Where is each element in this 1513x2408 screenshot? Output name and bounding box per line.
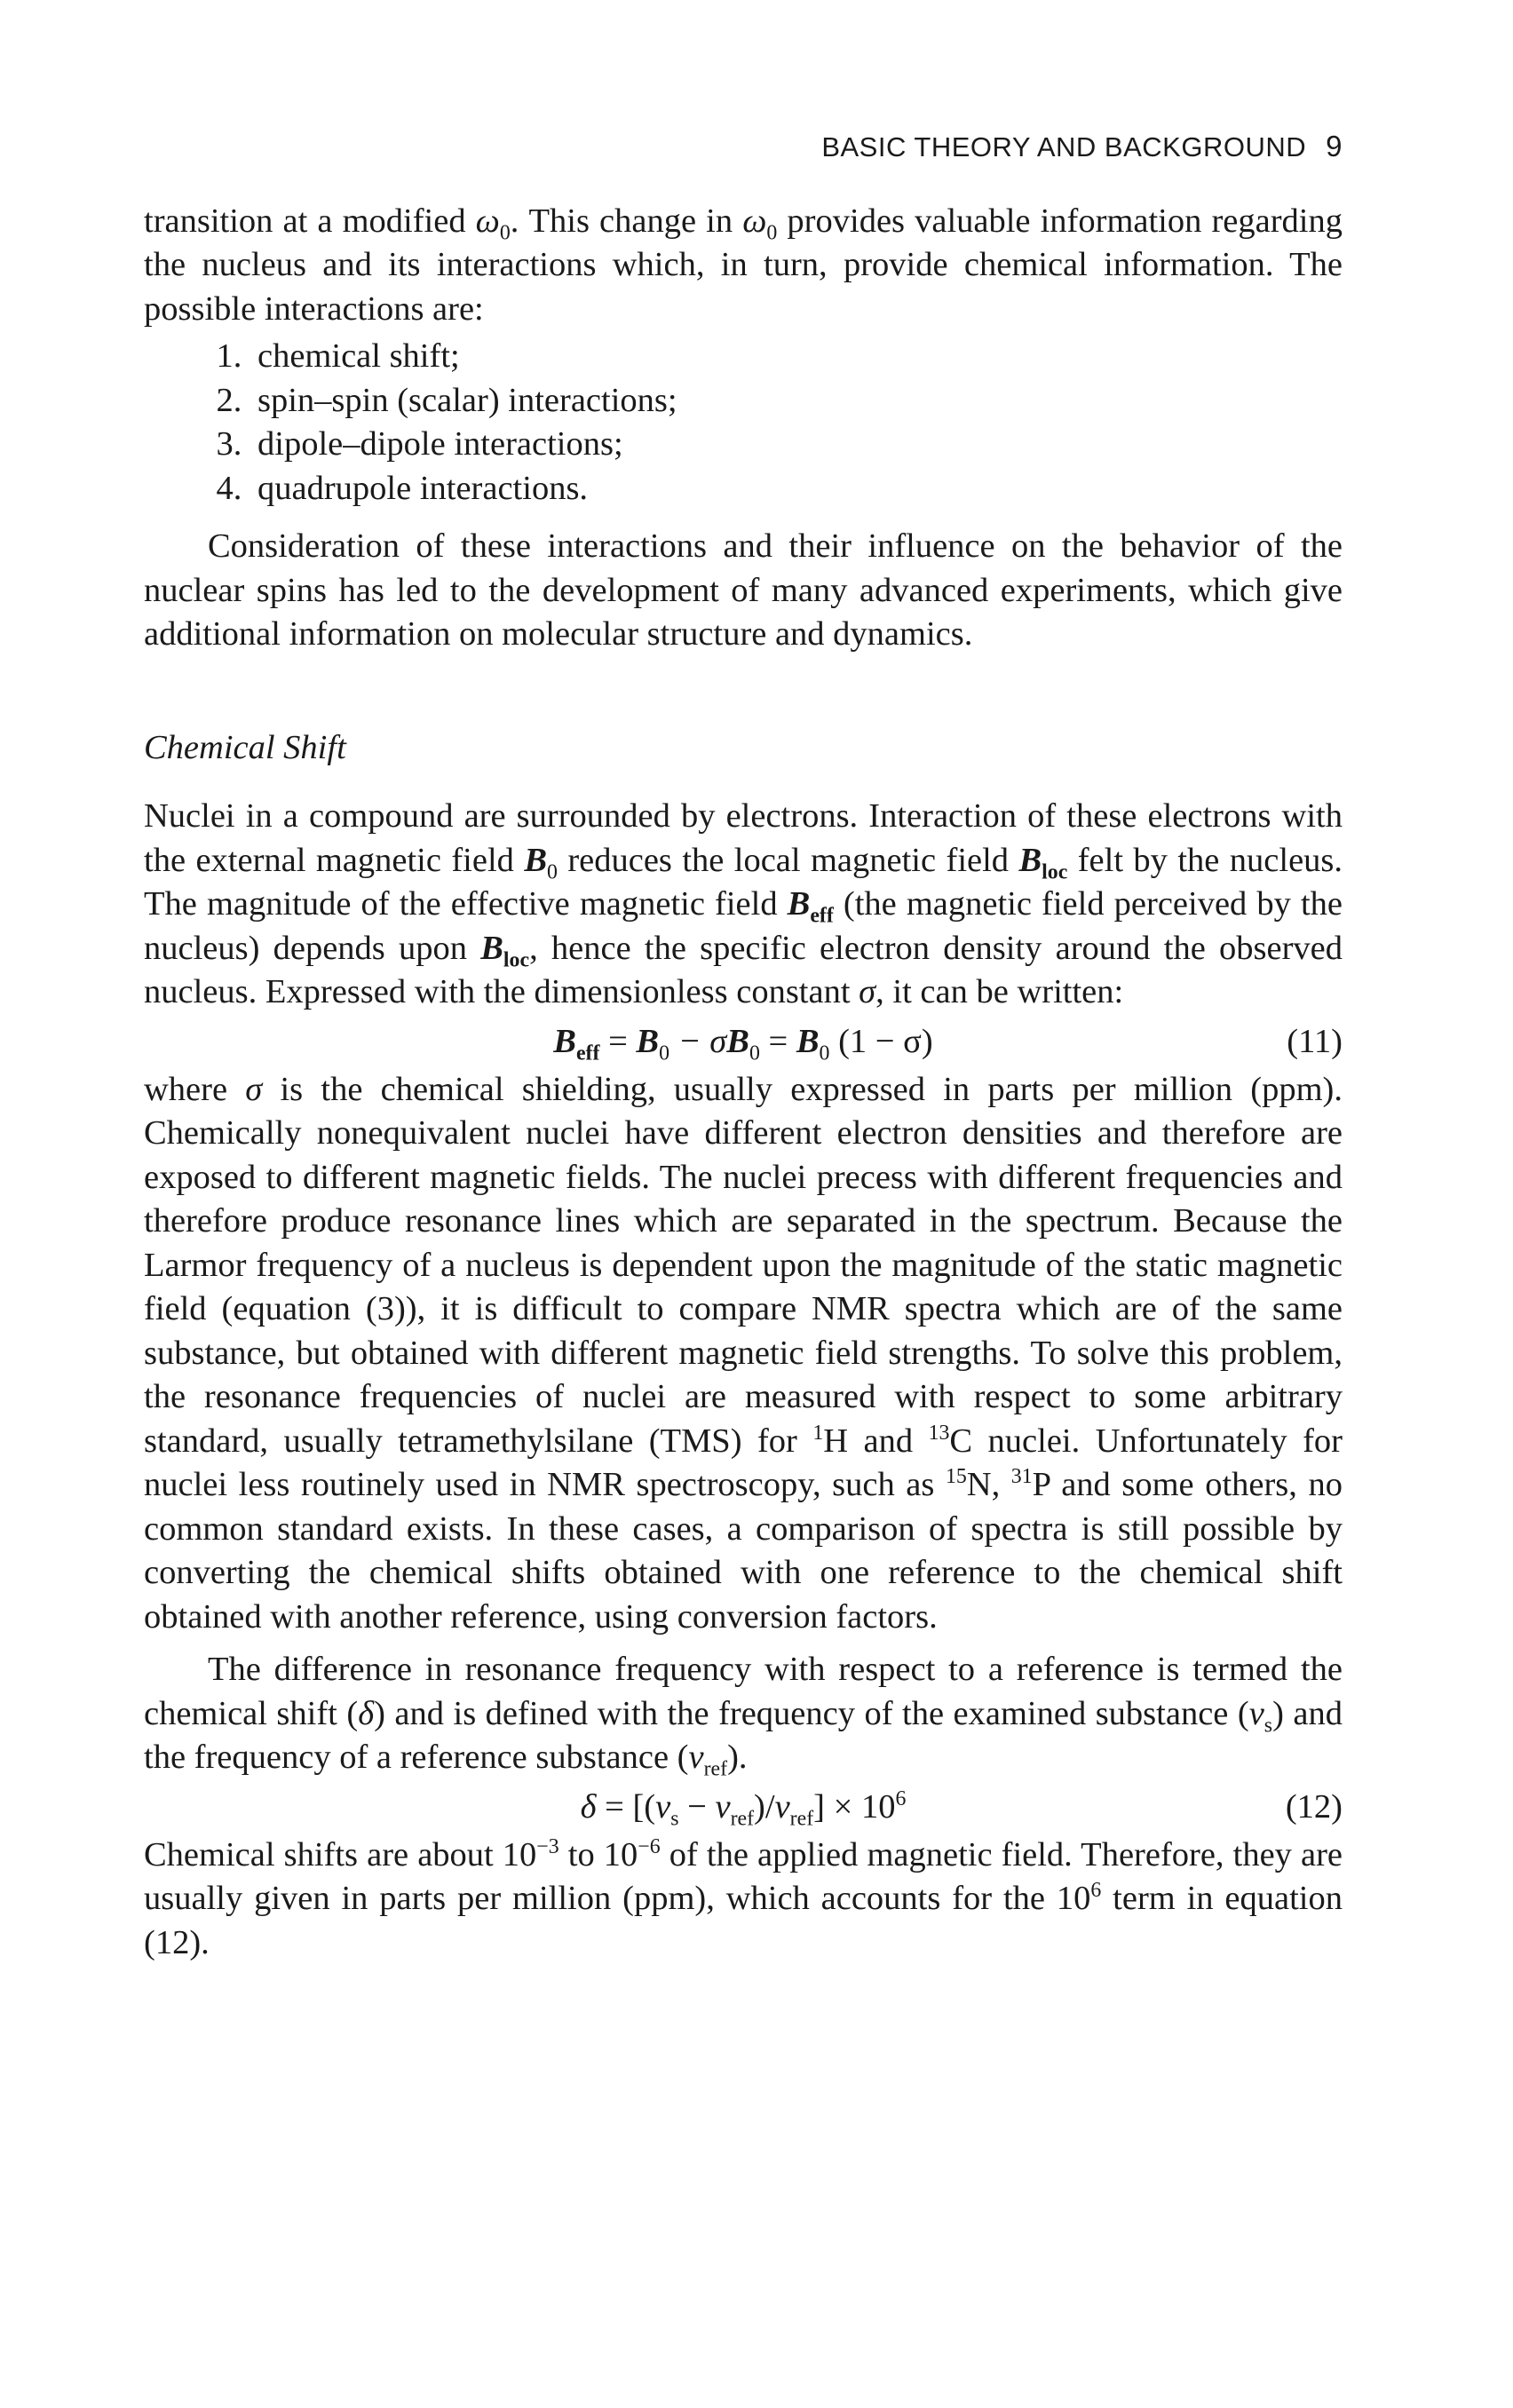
list-item: 3. dipole–dipole interactions; (250, 423, 1343, 467)
equation-11-number: (11) (1287, 1022, 1343, 1060)
equation-11-body: $B_{eff} = B_0 - \sigma B_0 = B_0$ (1 − σ) (553, 1022, 933, 1065)
equation-11 (144, 1020, 1343, 1066)
list-item: 1. chemical shift; (250, 335, 1343, 379)
running-title: BASIC THEORY AND BACKGROUND (821, 131, 1307, 162)
page-number: 9 (1326, 130, 1343, 162)
running-header (144, 124, 1343, 170)
intro-paragraph: transition at a modified $\omega_0$. This change in $\omega_0$ provides valuable information regarding the nucleus and its interactions which, in turn, provide chemical information. The possible interactions are: (144, 202, 1343, 328)
consideration-paragraph: Consideration of these interactions and their influence on the behavior of the nuclear spins has led to the development of many advanced experiments, which give additional information on molecular structure and dynamics. (144, 527, 1343, 653)
equation-12-body: $\delta = [(\nu_s - \nu_{ref})/\nu_{ref}] \times 10^6$ (580, 1786, 907, 1831)
equation-12-number: (12) (1285, 1787, 1343, 1826)
book-page (144, 124, 1343, 1965)
where-paragraph: where σ is the chemical shielding, usually expressed in parts per million (ppm). Chemically nonequivalent nuclei have different electron densities and therefore are exposed to different magnetic fields. The nuclei precess with different frequencies and therefore produce resonance lines which are separated in the spectrum. Because the Larmor frequency of a nucleus is dependent upon the magnitude of the static magnetic field (equation (3)), it is difficult to compare NMR spectra which are of the same substance, but obtained with different magnetic field strengths. To solve this problem, the resonance frequencies of nuclei are measured with respect to some arbitrary standard, usually tetramethylsilane (TMS) for $^1$H and $^{13}$C nuclei. Unfortunately for nuclei less routinely used in NMR spectroscopy, such as $^{15}$N, $^{31}$P and some others, no common standard exists. In these cases, a comparison of spectra is still possible by converting the chemical shifts obtained with one reference to the chemical shift obtained with another reference, using conversion factors. (144, 1070, 1343, 1636)
list-item: 4. quadrupole interactions. (250, 467, 1343, 511)
difference-paragraph: The difference in resonance frequency with respect to a reference is termed the chemical shift (δ) and is defined with the frequency of the examined substance $(\nu_s)$ and the frequency of a reference substance $(\nu_{ref})$. (144, 1651, 1343, 1781)
final-paragraph: Chemical shifts are about $10^{-3}$ to $10^{-6}$ of the applied magnetic field. Therefore, they are usually given in parts per million (ppm), which accounts for the $10^6$ term in equation (12). (144, 1834, 1343, 1961)
list-item: 2. spin–spin (scalar) interactions; (250, 379, 1343, 424)
shift-paragraph: Nuclei in a compound are surrounded by electrons. Interaction of these electrons with the external magnetic field $B_0$ reduces the local magnetic field $B_{loc}$ felt by the nucleus. The magnitude of the effective magnetic field $B_{eff}$ (the magnetic field perceived by the nucleus) depends upon $B_{loc}$, hence the specific electron density around the observed nucleus. Expressed with the dimensionless constant σ, it can be written: (144, 797, 1343, 1010)
interactions-list (144, 335, 1343, 511)
section-heading: Chemical Shift (144, 728, 346, 766)
equation-12 (144, 1786, 1343, 1832)
